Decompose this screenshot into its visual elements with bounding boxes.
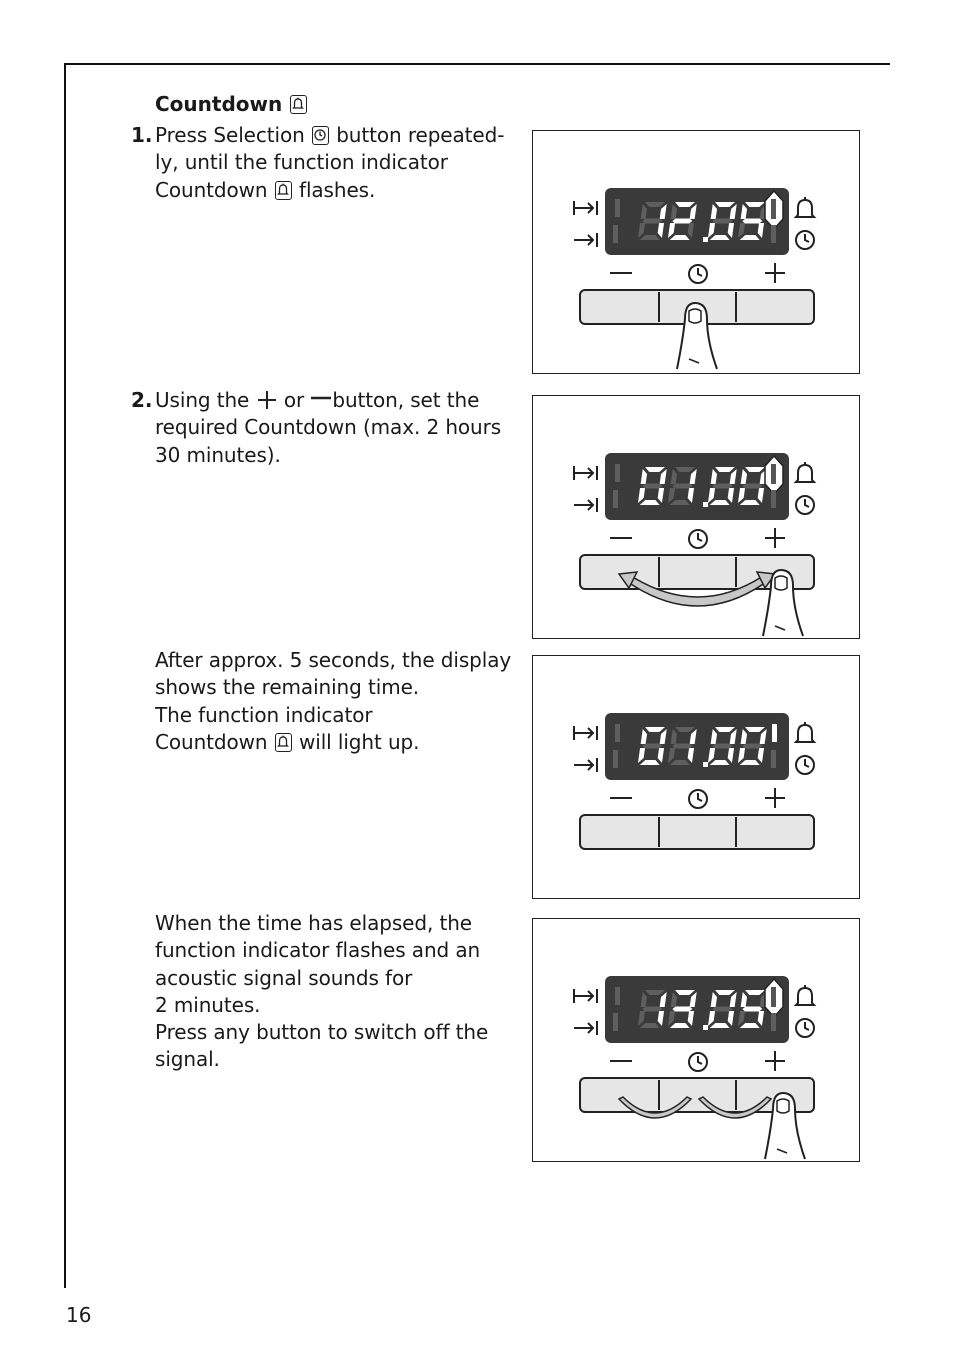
bell-icon <box>290 95 307 114</box>
start-time-icon <box>574 989 597 1003</box>
step-2-number: 2. <box>131 388 153 412</box>
clock-icon <box>796 756 814 774</box>
digit-segment <box>672 1007 693 1012</box>
left-rule <box>64 63 66 1288</box>
display-bar <box>615 987 620 1005</box>
step-1-text <box>155 122 504 204</box>
elapsed-line: function indicator flashes and an <box>155 938 481 963</box>
step-1-line: Countdown <box>155 177 268 202</box>
after-line: shows the remaining time. <box>155 675 420 700</box>
digit-segment <box>672 484 693 489</box>
clock-icon <box>796 1019 814 1037</box>
clock-icon <box>689 790 707 808</box>
digit-segment <box>642 484 663 489</box>
control-panel-illustration <box>532 395 860 639</box>
end-time-icon <box>574 498 597 512</box>
page-number: 16 <box>66 1303 92 1327</box>
display-bar <box>613 490 618 508</box>
step-1-number: 1. <box>131 123 153 147</box>
bell-icon <box>796 197 814 217</box>
display-bar <box>615 464 620 482</box>
plus-icon <box>765 528 785 548</box>
display-bar <box>771 1013 776 1031</box>
decimal-point <box>703 502 708 507</box>
elapsed-line: acoustic signal sounds for <box>155 965 413 990</box>
step-2-line: 30 minutes). <box>155 442 281 467</box>
step-1-line: button repeated- <box>336 123 505 147</box>
plus-icon <box>256 390 278 410</box>
after-line: Countdown <box>155 729 268 754</box>
display-bar <box>771 490 776 508</box>
digit-segment <box>672 219 693 224</box>
minus-icon <box>310 390 332 410</box>
display-bar <box>771 750 776 768</box>
start-time-icon <box>574 466 597 480</box>
bell-icon <box>275 181 292 200</box>
bell-icon <box>275 733 292 752</box>
plus-icon <box>765 1051 785 1071</box>
after-line: will light up. <box>299 729 420 754</box>
end-time-icon <box>574 1021 597 1035</box>
section-heading <box>155 90 308 118</box>
digit-segment <box>712 219 733 224</box>
digit-segment <box>672 744 693 749</box>
elapsed-line: 2 minutes. <box>155 992 261 1017</box>
display-bar <box>613 225 618 243</box>
control-panel-illustration <box>532 130 860 374</box>
decimal-point <box>703 1025 708 1030</box>
step-2-text <box>155 387 501 469</box>
display-bar <box>613 1013 618 1031</box>
clock-icon <box>796 231 814 249</box>
countdown-indicator <box>772 724 777 742</box>
step-1-line: flashes. <box>299 177 376 202</box>
after-text <box>155 647 511 756</box>
clock-icon <box>689 265 707 283</box>
digit-segment <box>742 219 763 224</box>
clock-icon <box>689 1053 707 1071</box>
digit-segment <box>712 484 733 489</box>
selection-clock-icon <box>312 126 329 145</box>
control-panel-illustration <box>532 655 860 899</box>
digit-segment <box>712 1007 733 1012</box>
elapsed-text <box>155 910 488 1074</box>
display-bar <box>615 199 620 217</box>
top-rule <box>64 63 890 65</box>
display-bar <box>771 225 776 243</box>
plus-icon <box>765 263 785 283</box>
start-time-icon <box>574 201 597 215</box>
start-time-icon <box>574 726 597 740</box>
digit-segment <box>712 744 733 749</box>
button-strip <box>580 815 814 849</box>
step-2-line: Using the <box>155 388 250 412</box>
digit-segment <box>742 484 763 489</box>
plus-icon <box>765 788 785 808</box>
step-1-line: ly, until the function indicator <box>155 150 448 175</box>
decimal-point <box>703 762 708 767</box>
bell-icon <box>796 462 814 482</box>
step-2-line: required Countdown (max. 2 hours <box>155 415 502 440</box>
elapsed-line: When the time has elapsed, the <box>155 911 472 935</box>
elapsed-line: signal. <box>155 1047 220 1072</box>
control-panel-illustration <box>532 918 860 1162</box>
step-1-line: Press Selection <box>155 123 305 147</box>
after-line: The function indicator <box>155 702 373 727</box>
clock-icon <box>689 530 707 548</box>
digit-segment <box>642 744 663 749</box>
clock-icon <box>796 496 814 514</box>
digit-segment <box>742 1007 763 1012</box>
display-bar <box>613 750 618 768</box>
step-2-line: or <box>283 388 305 412</box>
elapsed-line: Press any button to switch off the <box>155 1020 489 1045</box>
decimal-point <box>703 237 708 242</box>
after-line: After approx. 5 seconds, the display <box>155 648 512 672</box>
display-bar <box>615 724 620 742</box>
digit-segment <box>642 219 663 224</box>
digit-segment <box>642 1007 663 1012</box>
bell-icon <box>796 985 814 1005</box>
step-2-line: button, set the <box>332 388 480 412</box>
end-time-icon <box>574 233 597 247</box>
heading-title: Countdown <box>155 92 283 116</box>
digit-segment <box>742 744 763 749</box>
bell-icon <box>796 722 814 742</box>
end-time-icon <box>574 758 597 772</box>
